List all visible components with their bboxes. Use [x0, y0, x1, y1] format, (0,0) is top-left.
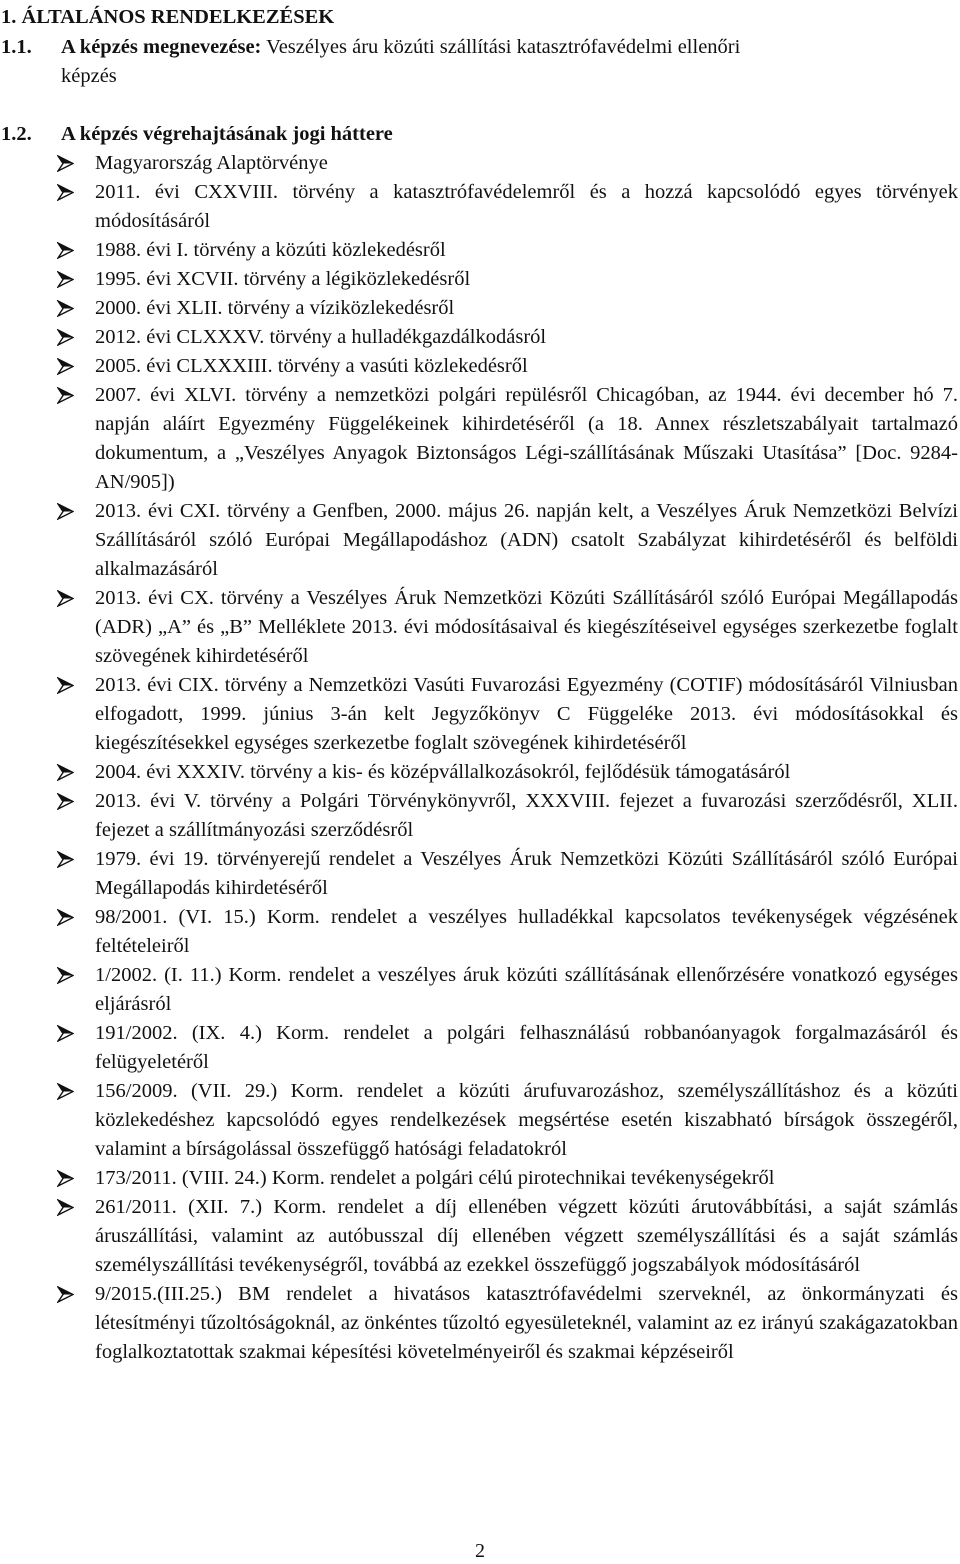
subsection-1-1 — [1, 33, 954, 91]
subsection-number: 1.1. — [1, 36, 32, 58]
list-item — [0, 323, 958, 352]
arrowhead-bullet-icon — [57, 1286, 74, 1303]
list-item-text: Magyarország Alaptörvénye — [95, 152, 328, 174]
list-item — [0, 1193, 958, 1280]
legal-basis-list — [0, 149, 958, 1367]
list-item-text: 1995. évi XCVII. törvény a légiközlekedésről — [95, 268, 471, 290]
list-item-text: 173/2011. (VIII. 24.) Korm. rendelet a polgári célú pirotechnikai tevékenységekről — [95, 1167, 775, 1189]
arrowhead-bullet-icon — [57, 793, 74, 810]
subsection-1-2 — [1, 120, 393, 149]
list-item-text: 1988. évi I. törvény a közúti közlekedésről — [95, 239, 446, 261]
arrowhead-bullet-icon — [57, 909, 74, 926]
list-item — [0, 1019, 958, 1077]
section-title: 1. ÁLTALÁNOS RENDELKEZÉSEK — [1, 6, 335, 28]
arrowhead-bullet-icon — [57, 155, 74, 172]
arrowhead-bullet-icon — [57, 184, 74, 201]
list-item-text: 2012. évi CLXXXV. törvény a hulladékgazdálkodásról — [95, 326, 547, 348]
arrowhead-bullet-icon — [57, 358, 74, 375]
list-item — [0, 584, 958, 671]
list-item-text: 2005. évi CLXXXIII. törvény a vasúti közlekedésről — [95, 355, 528, 377]
page-number: 2 — [475, 1540, 485, 1562]
list-item-text: 156/2009. (VII. 29.) Korm. rendelet a közúti árufuvarozáshoz, személyszállításhoz és a közúti közlekedéshez kapcsolódó egyes rendelkezések megsértése esetén kiszabható bírságok összegéről, valamint a bírságolással összefüggő hatósági feladatokról — [95, 1080, 958, 1160]
list-item — [0, 1077, 958, 1164]
list-item-text: 2011. évi CXXVIII. törvény a katasztrófavédelemről és a hozzá kapcsolódó egyes törvények módosításáról — [95, 181, 958, 232]
list-item-text: 2000. évi XLII. törvény a víziközlekedésről — [95, 297, 455, 319]
list-item — [0, 381, 958, 497]
list-item-text: 191/2002. (IX. 4.) Korm. rendelet a polgári felhasználású robbanóanyagok forgalmazásáról és felügyeletéről — [95, 1022, 958, 1073]
list-item-text: 261/2011. (XII. 7.) Korm. rendelet a díj ellenében végzett közúti árutovábbítási, a saját számlás áruszállítási, valamint az autóbusszal díj ellenében végzett személyszállítási és a saját számlás személyszállítási tevékenységről, továbbá az ezekkel összefüggő jogszabályok módosításáról — [95, 1196, 958, 1276]
arrowhead-bullet-icon — [57, 677, 74, 694]
arrowhead-bullet-icon — [57, 1025, 74, 1042]
list-item-text: 2013. évi CXI. törvény a Genfben, 2000. május 26. napján kelt, a Veszélyes Áruk Nemzetközi Belvízi Szállításáról szóló Európai Megállapodáshoz (ADN) csatolt Szabályzat kihirdetéséről és belföldi alkalmazásáról — [95, 500, 958, 580]
list-item-text: 1/2002. (I. 11.) Korm. rendelet a veszélyes áruk közúti szállításának ellenőrzésére vonatkozó egységes eljárásról — [95, 964, 958, 1015]
arrowhead-bullet-icon — [57, 300, 74, 317]
arrowhead-bullet-icon — [57, 503, 74, 520]
list-item — [0, 236, 958, 265]
list-item — [0, 1164, 958, 1193]
subsection-label: A képzés megnevezése: — [61, 36, 262, 58]
arrowhead-bullet-icon — [57, 1170, 74, 1187]
list-item — [0, 1280, 958, 1367]
arrowhead-bullet-icon — [57, 329, 74, 346]
list-item-text: 9/2015.(III.25.) BM rendelet a hivatásos katasztrófavédelmi szerveknél, az önkormányzati és létesítményi tűzoltóságoknál, az önkéntes tűzoltó egyesületeknél, valamint az ez irányú szakágazatokban foglalkoztatottak szakmai képesítési követelményeiről és szakmai képzéseiről — [95, 1283, 958, 1363]
list-item — [0, 265, 958, 294]
list-item — [0, 845, 958, 903]
list-item-text: 2004. évi XXXIV. törvény a kis- és középvállalkozásokról, fejlődésük támogatásáról — [95, 761, 791, 783]
list-item — [0, 497, 958, 584]
arrowhead-bullet-icon — [57, 1199, 74, 1216]
list-item-text: 98/2001. (VI. 15.) Korm. rendelet a veszélyes hulladékkal kapcsolatos tevékenységek végzésének feltételeiről — [95, 906, 958, 957]
arrowhead-bullet-icon — [57, 851, 74, 868]
arrowhead-bullet-icon — [57, 1083, 74, 1100]
list-item-text: 2013. évi CIX. törvény a Nemzetközi Vasúti Fuvarozási Egyezmény (COTIF) módosításáról Vilniusban elfogadott, 1999. június 3-án kelt Jegyzőkönyv C Függeléke 2013. évi módosításokkal és kiegészítésekkel egységes szerkezetbe foglalt szövegének kihirdetéséről — [95, 674, 958, 754]
subsection-number: 1.2. — [1, 123, 32, 145]
list-item — [0, 352, 958, 381]
list-item — [0, 178, 958, 236]
arrowhead-bullet-icon — [57, 764, 74, 781]
list-item-text: 2013. évi V. törvény a Polgári Törvénykönyvről, XXXVIII. fejezet a fuvarozási szerződésről, XLII. fejezet a szállítmányozási szerződésről — [95, 790, 958, 841]
arrowhead-bullet-icon — [57, 271, 74, 288]
subsection-label: A képzés végrehajtásának jogi háttere — [61, 123, 393, 145]
training-name-continuation: képzés — [61, 65, 117, 87]
list-item-text: 2007. évi XLVI. törvény a nemzetközi polgári repülésről Chicagóban, az 1944. évi december hó 7. napján aláírt Egyezmény Függelékeinek kihirdetéséről (a 18. Annex részletszabályait tartalmazó dokumentum, a „Veszélyes Anyagok Biztonságos Légi-szállításának Műszaki Utasítása” [Doc. 9284-AN/905]) — [95, 384, 958, 493]
list-item-text: 2013. évi CX. törvény a Veszélyes Áruk Nemzetközi Közúti Szállításáról szóló Európai Megállapodás (ADR) „A” és „B” Melléklete 2013. évi módosításaival és kiegészítéseivel egységes szerkezetbe foglalt szövegének kihirdetéséről — [95, 587, 958, 667]
list-item — [0, 758, 958, 787]
arrowhead-bullet-icon — [57, 967, 74, 984]
arrowhead-bullet-icon — [57, 242, 74, 259]
arrowhead-bullet-icon — [57, 590, 74, 607]
list-item — [0, 671, 958, 758]
training-name: Veszélyes áru közúti szállítási katasztrófavédelmi ellenőri — [266, 36, 741, 58]
list-item — [0, 294, 958, 323]
arrowhead-bullet-icon — [57, 387, 74, 404]
list-item — [0, 961, 958, 1019]
list-item — [0, 903, 958, 961]
list-item-text: 1979. évi 19. törvényerejű rendelet a Veszélyes Áruk Nemzetközi Közúti Szállításáról szóló Európai Megállapodás kihirdetéséről — [95, 848, 958, 899]
list-item — [0, 149, 958, 178]
list-item — [0, 787, 958, 845]
